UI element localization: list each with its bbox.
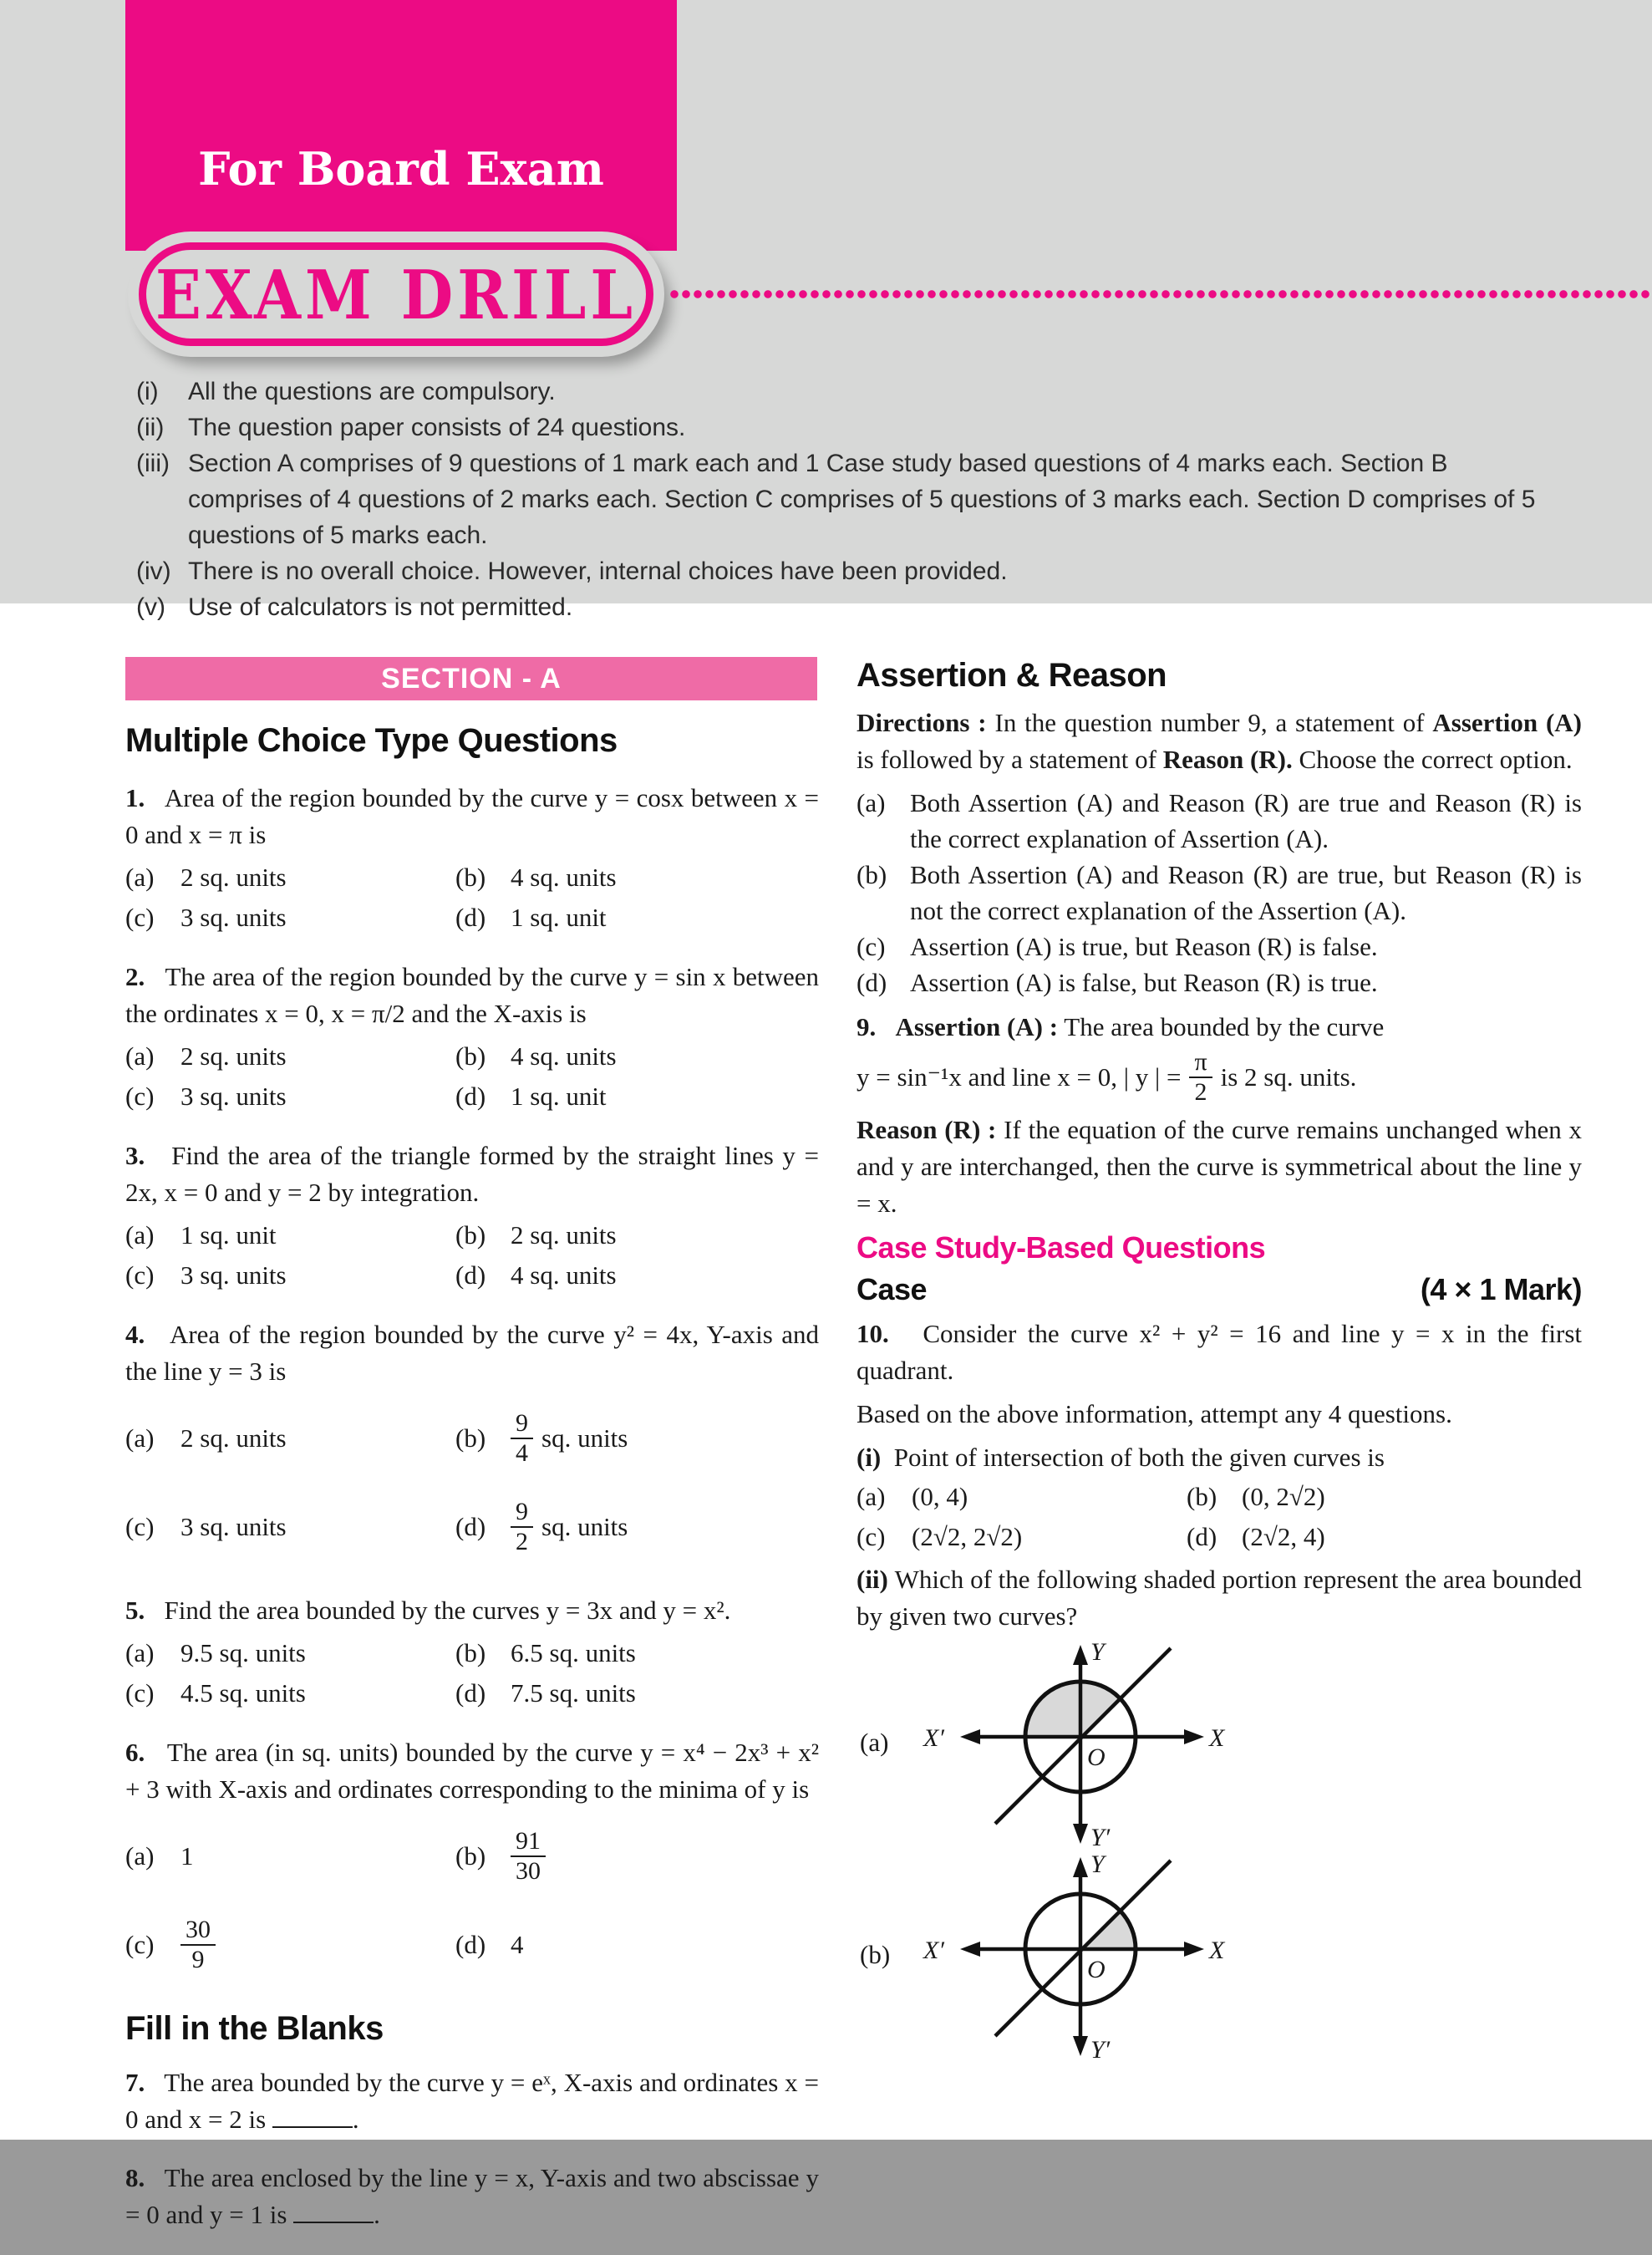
subquestion-ii: (ii) Which of the following shaded portion represent the area bounded by given two curves? (856, 1564, 1582, 1631)
x-prime-arrowhead (960, 1942, 980, 1957)
instruction-text: There is no overall choice. However, internal choices have been provided. (188, 557, 1008, 585)
option-label: (c) (125, 903, 155, 932)
options-row (125, 1216, 819, 1255)
option-label: (c) (856, 932, 886, 961)
fraction: $\frac{9}{4}$ (511, 1410, 533, 1468)
diagram-a (856, 1637, 1582, 1851)
option-text: 3 sq. units (180, 1512, 287, 1541)
option-label: (d) (455, 1512, 486, 1541)
fill-blanks-heading: Fill in the Blanks (125, 2010, 384, 2047)
options-row (125, 898, 819, 937)
option-label: (a) (125, 1638, 155, 1667)
question-2 (125, 959, 819, 1116)
instruction-text: The question paper consists of 24 questions. (188, 414, 686, 441)
option-text: 4 sq. units (511, 863, 617, 892)
option-text: 3 sq. units (180, 1082, 287, 1111)
option-text: 6.5 sq. units (511, 1638, 636, 1667)
mcq-heading: Multiple Choice Type Questions (125, 722, 618, 759)
option-label: (c) (125, 1512, 155, 1541)
instruction-item (136, 589, 1573, 625)
case-marks-row (856, 1272, 1582, 1307)
instruction-label: (iv) (136, 557, 171, 585)
question-8 (125, 2160, 819, 2233)
question-6 (125, 1734, 819, 1988)
x-axis-label: X (1209, 1723, 1225, 1752)
question-text-after: . (374, 2200, 380, 2229)
option-label: (b) (455, 1220, 486, 1250)
directions-paragraph: Directions : In the question number 9, a statement of Assertion (A) is followed by a statement of Reason (R). Choose the correct option. (856, 708, 1582, 774)
option-text: 2 sq. units (180, 863, 287, 892)
question-number: 5. (125, 1596, 145, 1625)
option-text: 4 sq. units (511, 1041, 617, 1071)
option-label: (a) (856, 788, 886, 817)
option-text: sq. units (541, 1423, 628, 1453)
fraction: $\frac{30}{9}$ (180, 1916, 216, 1974)
instructions-list (136, 374, 1573, 625)
options-row (125, 1077, 819, 1116)
y-axis-label: Y (1090, 1637, 1105, 1666)
diagram-b-label: (b) (860, 1939, 891, 1969)
option-text: 4 (511, 1930, 524, 1959)
option-label: (c) (125, 1930, 155, 1959)
option-text: 2 sq. units (180, 1423, 287, 1453)
option-label: (b) (455, 1423, 486, 1453)
y-prime-arrowhead (1073, 1824, 1088, 1844)
options-row (125, 1037, 819, 1076)
question-text: Consider the curve x² + y² = 16 and line y = x in the first quadrant. (856, 1318, 1583, 1385)
y-prime-label: Y′ (1090, 2035, 1111, 2064)
option-label: (b) (455, 1638, 486, 1667)
question-number: 2. (125, 962, 145, 991)
ar-option (856, 929, 1582, 965)
option-text: Assertion (A) is true, but Reason (R) is false. (910, 932, 1378, 961)
assertion-math-line: y = sin⁻¹x and line x = 0, | y | = $\frac{\pi}{2}$ is 2 sq. units. (856, 1048, 1357, 1107)
options-row (856, 1478, 1582, 1516)
question-text: The area enclosed by the line y = x, Y-axis and two abscissae y = 0 and y = 1 is (125, 2163, 819, 2229)
option-text: 4 sq. units (511, 1260, 617, 1290)
instruction-item (136, 410, 1573, 445)
y-prime-arrowhead (1073, 2036, 1088, 2056)
option-label: (a) (856, 1481, 886, 1511)
ar-option (856, 965, 1582, 1000)
origin-label: O (1087, 1743, 1106, 1771)
y-axis-label: Y (1090, 1850, 1105, 1878)
question-9 (856, 1009, 1582, 1222)
diagram-a-svg (922, 1637, 1256, 1851)
x-arrowhead (1184, 1942, 1204, 1957)
option-label: (d) (455, 1260, 486, 1290)
question-3 (125, 1138, 819, 1295)
x-prime-label: X′ (923, 1723, 944, 1752)
y-arrowhead (1073, 1857, 1088, 1877)
option-text: Both Assertion (A) and Reason (R) are true and Reason (R) is the correct explanation of Assertion (A). (910, 788, 1582, 853)
question-number: 1. (125, 783, 145, 812)
option-label: (b) (1187, 1481, 1217, 1511)
ar-option (856, 785, 1582, 857)
question-number: 9. (856, 1012, 877, 1041)
option-text: (2√2, 4) (1242, 1521, 1325, 1551)
x-prime-label: X′ (923, 1936, 944, 1964)
option-text: 9.5 sq. units (180, 1638, 306, 1667)
instruction-text: All the questions are compulsory. (188, 378, 556, 405)
question-text: Area of the region bounded by the curve y² = 4x, Y-axis and the line y = 3 is (125, 1320, 819, 1386)
fraction: $\frac{\pi}{2}$ (1189, 1049, 1212, 1107)
question-text: The area (in sq. units) bounded by the curve y = x⁴ − 2x³ + x² + 3 with X-axis and ordinates corresponding to the minima of y is (125, 1738, 819, 1804)
reason-label: Reason (R) : (856, 1114, 997, 1144)
x-prime-arrowhead (960, 1729, 980, 1744)
question-7 (125, 2064, 819, 2138)
question-number: 6. (125, 1738, 145, 1767)
question-text: The area of the region bounded by the curve y = sin x between the ordinates x = 0, x = π/2 and the X-axis is (125, 962, 819, 1028)
x-arrowhead (1184, 1729, 1204, 1744)
reason-text: If the equation of the curve remains unchanged when x and y are interchanged, then the curve is symmetrical about the line y = x. (856, 1114, 1583, 1218)
diagram-b-svg (922, 1850, 1256, 2064)
options-row (125, 858, 819, 897)
y-arrowhead (1073, 1645, 1088, 1665)
right-column (856, 657, 1583, 2064)
question-number: 7. (125, 2068, 145, 2097)
header-band (0, 0, 1652, 621)
option-label: (d) (455, 903, 486, 932)
options-row (125, 1484, 819, 1570)
y-prime-label: Y′ (1090, 1823, 1111, 1851)
question-10 (856, 1316, 1582, 1389)
option-label: (a) (125, 1041, 155, 1071)
options-row (125, 1634, 819, 1672)
question-text-after: . (352, 2105, 359, 2134)
question-text: The area bounded by the curve y = eˣ, X-axis and ordinates x = 0 and x = 2 is (125, 2068, 819, 2134)
option-text: sq. units (541, 1512, 628, 1541)
case-study-heading: Case Study-Based Questions (856, 1229, 1266, 1265)
instruction-text: Section A comprises of 9 questions of 1 mark each and 1 Case study based questions of 4 marks each. Section B comprises of 4 questions of 2 marks each. Section C comprises of 5 questions of 3 marks each. Section D comprises of 5 questions of 5 marks each. (188, 450, 1536, 549)
option-label: (a) (125, 1423, 155, 1453)
instruction-label: (ii) (136, 414, 165, 441)
case-label: Case (856, 1271, 928, 1306)
option-label: (d) (455, 1678, 486, 1708)
assertion-reason-heading: Assertion & Reason (856, 657, 1167, 694)
option-text: (0, 4) (912, 1481, 968, 1511)
assertion-label: Assertion (A) : (895, 1012, 1059, 1041)
question-number: 3. (125, 1141, 145, 1170)
instruction-label: (iii) (136, 450, 170, 477)
origin-label: O (1087, 1955, 1106, 1983)
option-label: (b) (455, 1841, 486, 1871)
option-text: 3 sq. units (180, 903, 287, 932)
option-text: 1 sq. unit (180, 1220, 277, 1250)
option-label: (a) (125, 863, 155, 892)
board-exam-banner (125, 0, 677, 251)
options-row (125, 1813, 819, 1900)
option-label: (b) (856, 860, 887, 889)
options-row (125, 1674, 819, 1713)
option-text: (0, 2√2) (1242, 1481, 1325, 1511)
subquestion-i: (i) Point of intersection of both the given curves is (856, 1442, 1385, 1472)
section-a-label: SECTION - A (381, 662, 562, 695)
option-label: (b) (455, 863, 486, 892)
diagram-b (856, 1850, 1582, 2064)
option-label: (c) (125, 1260, 155, 1290)
ar-option (856, 857, 1582, 929)
answer-blank (293, 2198, 374, 2223)
option-label: (c) (125, 1082, 155, 1111)
question-text: Area of the region bounded by the curve y = cosx between x = 0 and x = π is (125, 783, 819, 849)
section-a-bar (125, 657, 817, 700)
diagram-a-label: (a) (860, 1727, 889, 1757)
exam-drill-badge (139, 242, 653, 346)
question-4 (125, 1316, 819, 1570)
x-axis-label: X (1209, 1936, 1225, 1964)
question-number: 4. (125, 1320, 145, 1349)
fraction: $\frac{9}{2}$ (511, 1499, 533, 1556)
option-text: (2√2, 2√2) (912, 1521, 1023, 1551)
exam-drill-badge-text: EXAM DRILL (155, 254, 637, 334)
option-label: (a) (125, 1841, 155, 1871)
left-column (125, 657, 819, 2255)
marks-label: (4 × 1 Mark) (1420, 1271, 1582, 1306)
options-row (125, 1395, 819, 1482)
options-row (125, 1901, 819, 1988)
option-text: 2 sq. units (180, 1041, 287, 1071)
option-label: (d) (856, 968, 887, 997)
question-number: 8. (125, 2163, 145, 2192)
option-label: (d) (455, 1082, 486, 1111)
option-text: Both Assertion (A) and Reason (R) are true, but Reason (R) is not the correct explanation of the Assertion (A). (910, 860, 1582, 925)
option-text: 3 sq. units (180, 1260, 287, 1290)
instruction-item (136, 445, 1573, 553)
question-5 (125, 1592, 819, 1713)
option-label: (c) (856, 1521, 886, 1551)
option-label: (d) (455, 1930, 486, 1959)
question-text: Find the area bounded by the curves y = 3x and y = x². (164, 1596, 731, 1625)
option-text: 4.5 sq. units (180, 1678, 306, 1708)
dotted-divider (668, 288, 1652, 300)
option-text: Assertion (A) is false, but Reason (R) is true. (910, 968, 1378, 997)
option-text: 1 (180, 1841, 194, 1871)
instruction-label: (i) (136, 378, 159, 405)
question-1 (125, 780, 819, 937)
options-row (856, 1518, 1582, 1556)
instruction-label: (v) (136, 593, 165, 621)
question-text: Find the area of the triangle formed by the straight lines y = 2x, x = 0 and y = 2 by integration. (125, 1141, 819, 1207)
option-label: (d) (1187, 1521, 1217, 1551)
answer-blank (272, 2103, 353, 2128)
option-text: 7.5 sq. units (511, 1678, 636, 1708)
based-on-text: Based on the above information, attempt any 4 questions. (856, 1398, 1452, 1428)
options-row (125, 1256, 819, 1295)
banner-title: For Board Exam (198, 142, 604, 196)
assertion-text: The area bounded by the curve (1064, 1012, 1385, 1041)
question-number: 10. (856, 1318, 889, 1348)
option-text: 1 sq. unit (511, 903, 607, 932)
instruction-item (136, 374, 1573, 410)
option-label: (b) (455, 1041, 486, 1071)
option-label: (c) (125, 1678, 155, 1708)
option-text: 2 sq. units (511, 1220, 617, 1250)
fraction: $\frac{91}{30}$ (511, 1828, 546, 1886)
instruction-text: Use of calculators is not permitted. (188, 593, 573, 621)
instruction-item (136, 553, 1573, 589)
option-text: 1 sq. unit (511, 1082, 607, 1111)
option-label: (a) (125, 1220, 155, 1250)
